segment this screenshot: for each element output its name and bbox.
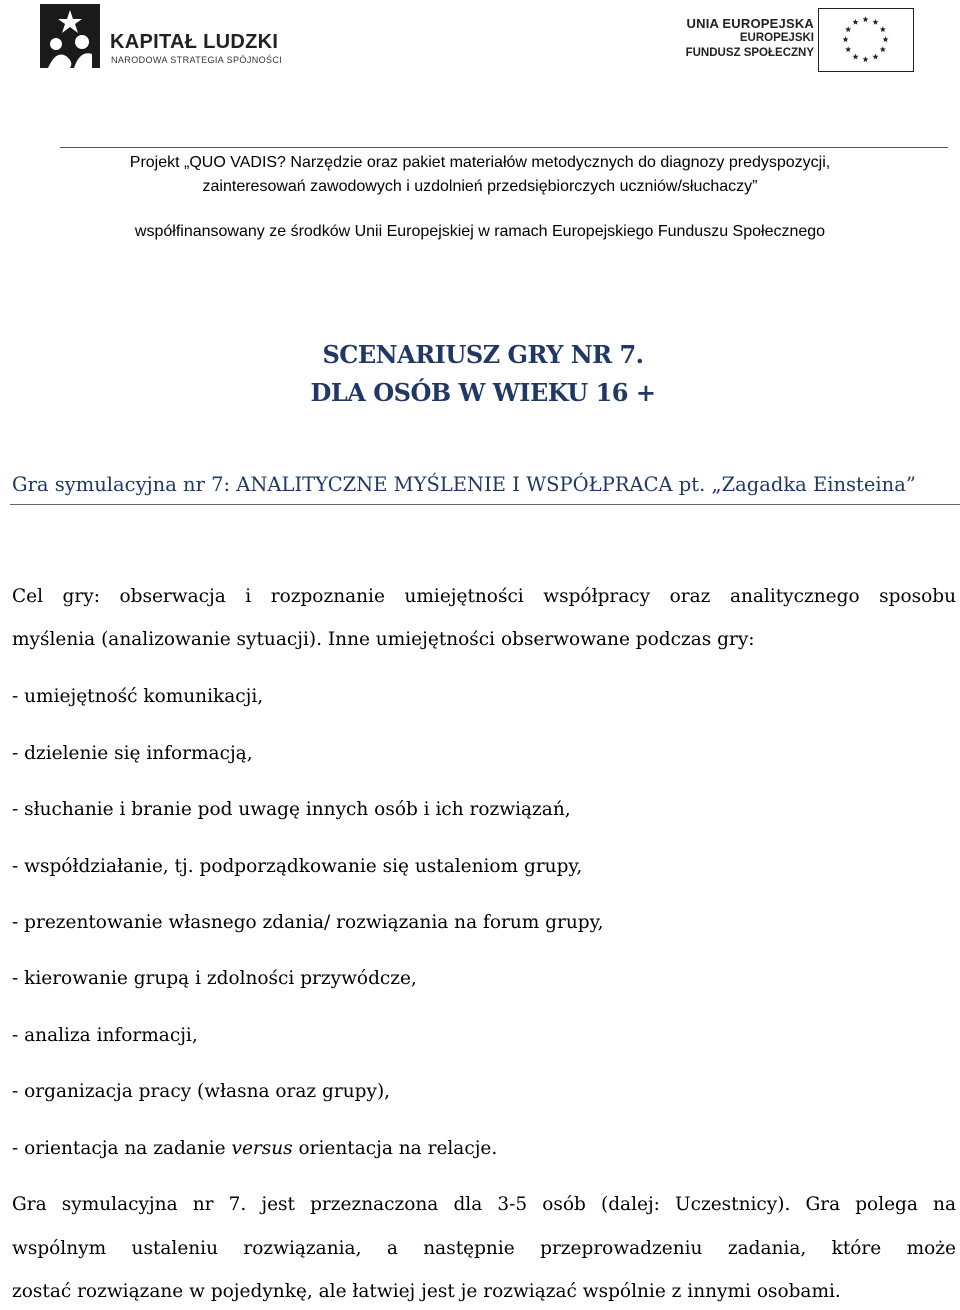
kapital-ludzki-emblem-icon	[40, 4, 100, 68]
skill-item: - organizacja pracy (własna oraz grupy),	[12, 1081, 391, 1102]
kapital-ludzki-logo	[40, 4, 290, 68]
eu-star-icon	[872, 19, 878, 25]
skill-item: - analiza informacji,	[12, 1025, 198, 1046]
goal-line-1: Cel gry: obserwacja i rozpoznanie umiejętności współpracy oraz analitycznego sposobu	[12, 586, 956, 607]
skill-item: - prezentowanie własnego zdania/ rozwiązania na forum grupy,	[12, 912, 604, 933]
eu-star-icon	[845, 46, 851, 52]
eu-star-icon	[852, 54, 858, 60]
eu-star-icon	[872, 54, 878, 60]
description-line-1: Gra symulacyjna nr 7. jest przeznaczona dla 3-5 osób (dalej: Uczestnicy). Gra polega na	[12, 1194, 956, 1215]
scenario-title: SCENARIUSZ GRY NR 7.	[322, 340, 644, 369]
skill-item-part: - orientacja na zadanie	[12, 1138, 232, 1159]
description-line-2: wspólnym ustaleniu rozwiązania, a następnie przeprowadzeniu zadania, które może	[12, 1238, 956, 1259]
eu-logo	[676, 6, 916, 72]
cofinancing-line: współfinansowany ze środków Unii Europejskiej w ramach Europejskiego Funduszu Społecznego	[134, 223, 826, 240]
skill-item: - słuchanie i branie pod uwagę innych osób i ich rozwiązań,	[12, 799, 571, 820]
eu-logo-line3: FUNDUSZ SPOŁECZNY	[685, 47, 814, 59]
eu-star-icon	[845, 26, 851, 32]
eu-logo-line1: UNIA EUROPEJSKA	[686, 16, 814, 31]
kapital-ludzki-subtitle: NARODOWA STRATEGIA SPÓJNOŚCI	[111, 55, 283, 65]
project-line-1: Projekt „QUO VADIS? Narzędzie oraz pakiet materiałów metodycznych do diagnozy predyspozycji,	[129, 154, 831, 171]
kapital-ludzki-title: KAPITAŁ LUDZKI	[110, 31, 279, 53]
eu-star-icon	[852, 19, 858, 25]
skill-item: - współdziałanie, tj. podporządkowanie się ustaleniom grupy,	[12, 856, 583, 877]
eu-star-icon	[842, 36, 848, 42]
project-line-2: zainteresowań zawodowych i uzdolnień przedsiębiorczych uczniów/słuchaczy”	[202, 178, 758, 195]
header-divider	[60, 147, 948, 148]
eu-star-icon	[882, 36, 888, 42]
description-line-3: zostać rozwiązane w pojedynkę, ale łatwiej jest je rozwiązać wspólnie z innymi osobami.	[12, 1281, 841, 1302]
skill-item-last	[12, 1138, 497, 1159]
eu-star-icon	[880, 26, 886, 32]
skill-item: - kierowanie grupą i zdolności przywódcze,	[12, 968, 417, 989]
skill-item-part: orientacja na relacje.	[292, 1138, 498, 1159]
game-title-underline	[10, 504, 960, 505]
eu-logo-text	[686, 16, 814, 61]
game-title: Gra symulacyjna nr 7: ANALITYCZNE MYŚLENIE I WSPÓŁPRACA pt. „Zagadka Einsteina”	[12, 473, 916, 496]
eu-logo-line2: EUROPEJSKI	[739, 32, 814, 44]
eu-star-icon	[880, 46, 886, 52]
eu-star-icon	[862, 56, 868, 62]
goal-line-2: myślenia (analizowanie sytuacji). Inne umiejętności obserwowane podczas gry:	[12, 629, 755, 650]
skill-item-italic: versus	[231, 1138, 293, 1159]
eu-star-icon	[862, 16, 868, 22]
eu-flag-icon	[818, 8, 914, 72]
skill-item: - umiejętność komunikacji,	[12, 686, 264, 707]
skill-item: - dzielenie się informacją,	[12, 743, 253, 764]
age-group-title: DLA OSÓB W WIEKU 16 +	[310, 378, 656, 407]
